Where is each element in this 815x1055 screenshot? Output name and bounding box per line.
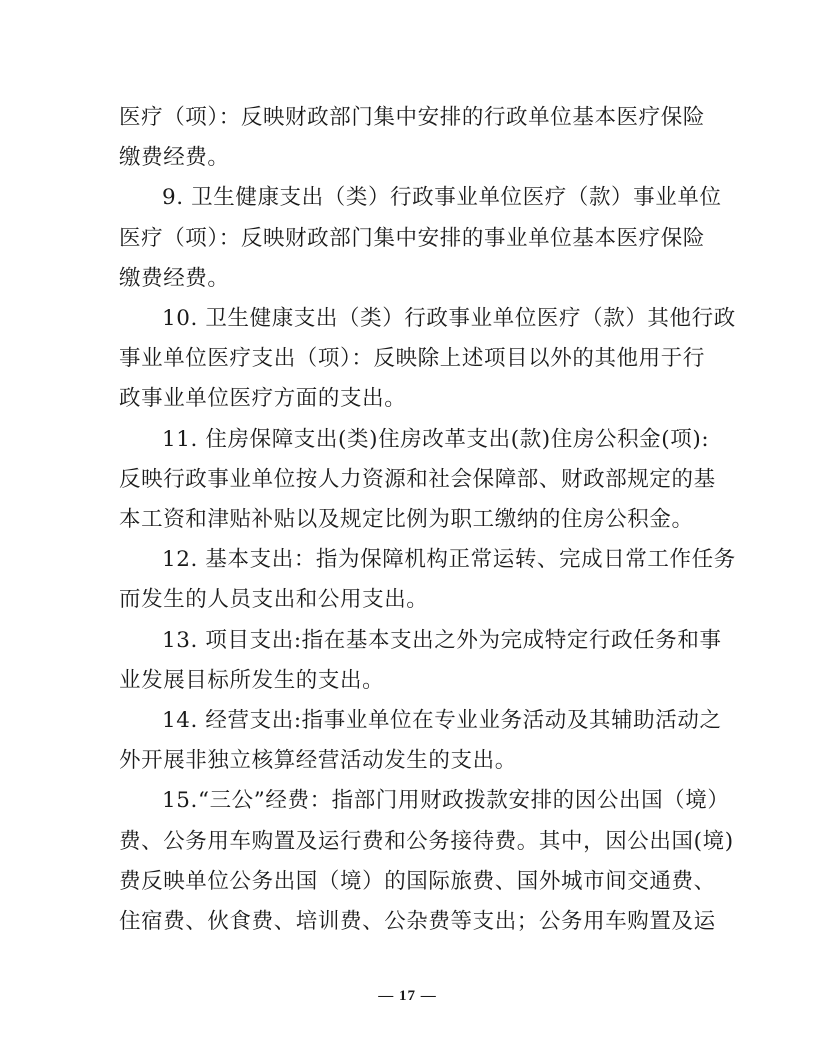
text-line: 本工资和津贴补贴以及规定比例为职工缴纳的住房公积金。 [119, 507, 694, 533]
text-line: 外开展非独立核算经营活动发生的支出。 [119, 748, 517, 774]
text-line: 反映行政事业单位按人力资源和社会保障部、财政部规定的基 [119, 466, 716, 492]
text-line: 费、公务用车购置及运行费和公务接待费。其中，因公出国(境) [119, 828, 734, 854]
text-line: 14. 经营支出:指事业单位在专业业务活动及其辅助活动之 [162, 708, 722, 734]
text-line: 事业单位医疗支出（项）：反映除上述项目以外的其他用于行 [119, 346, 705, 372]
text-line: 13. 项目支出:指在基本支出之外为完成特定行政任务和事 [162, 627, 722, 653]
text-line: 11. 住房保障支出(类)住房改革支出(款)住房公积金(项): [162, 426, 710, 452]
text-line: 12. 基本支出：指为保障机构正常运转、完成日常工作任务 [162, 547, 736, 573]
text-line: 医疗（项）：反映财政部门集中安排的行政单位基本医疗保险 [119, 105, 705, 130]
paragraph-p14 [119, 701, 722, 781]
paragraph-p13 [119, 621, 722, 701]
paragraph-p12 [119, 540, 736, 620]
text-line: 费反映单位公务出国（境）的国际旅费、国外城市间交通费、 [119, 868, 716, 894]
text-line: 9. 卫生健康支出（类）行政事业单位医疗（款）事业单位 [162, 185, 722, 211]
text-line: 医疗（项）：反映财政部门集中安排的事业单位基本医疗保险 [119, 225, 705, 251]
text-line: 业发展目标所发生的支出。 [119, 667, 385, 693]
text-line: 政事业单位医疗方面的支出。 [119, 386, 407, 412]
page-number: — 17 — [378, 988, 437, 1004]
text-line: 而发生的人员支出和公用支出。 [119, 587, 429, 613]
paragraph-p15 [119, 781, 734, 942]
paragraph-p9 [119, 178, 722, 299]
text-line: 15.“三公”经费：指部门用财政拨款安排的因公出国（境） [162, 788, 730, 814]
paragraph-p10 [119, 299, 736, 420]
text-line: 住宿费、伙食费、培训费、公杂费等支出；公务用车购置及运 [119, 909, 716, 935]
paragraph-p11 [119, 420, 716, 541]
text-line: 10. 卫生健康支出（类）行政事业单位医疗（款）其他行政 [162, 306, 736, 332]
text-line: 缴费经费。 [119, 145, 230, 171]
body-text [119, 98, 736, 942]
text-line: 缴费经费。 [119, 265, 230, 291]
paragraph-p8-cont [119, 98, 705, 178]
